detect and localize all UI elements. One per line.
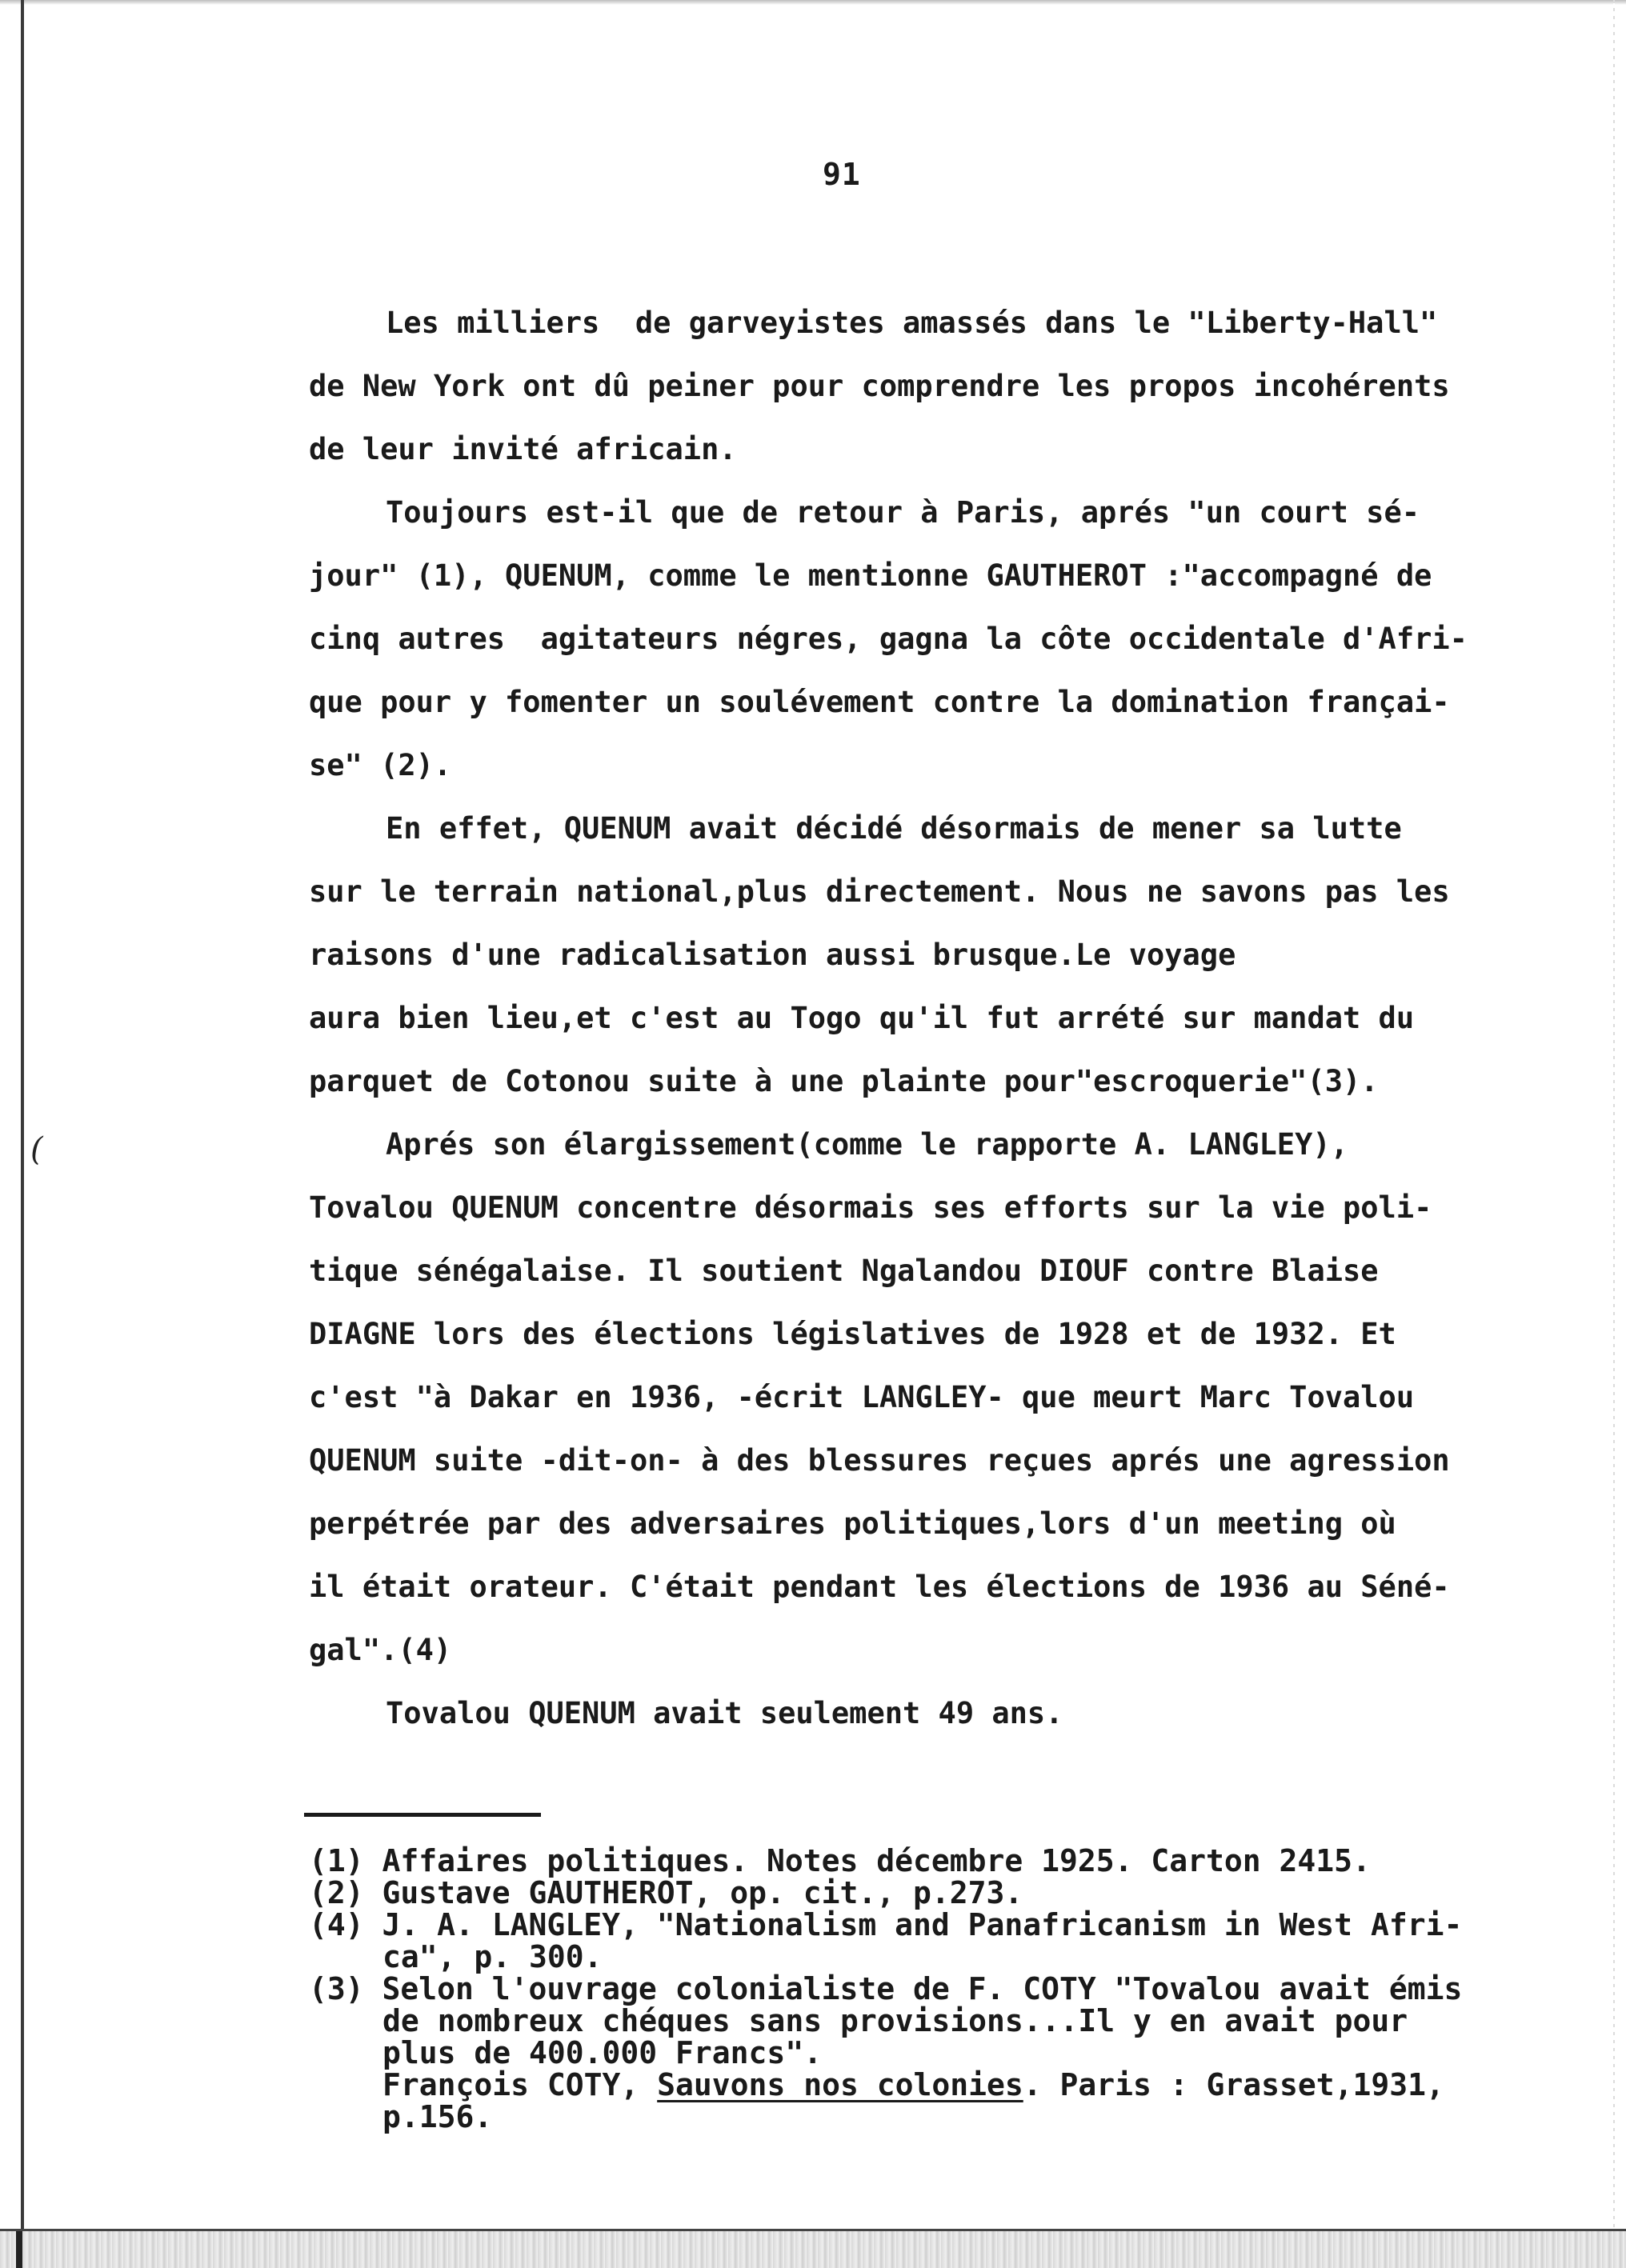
text-line: se" (2).	[309, 748, 452, 782]
footnote-4	[309, 1909, 1589, 1941]
text-line: que pour y fomenter un soulévement contre la domination françai-	[309, 685, 1450, 719]
footnote-3-continued: plus de 400.000 Francs".	[382, 2035, 823, 2070]
footnote-marker: (1)	[309, 1843, 364, 1878]
text-line: perpétrée par des adversaires politiques,lors d'un meeting où	[309, 1506, 1396, 1541]
text-line: il était orateur. C'était pendant les élections de 1936 au Séné-	[309, 1570, 1450, 1604]
footnote-text: J. A. LANGLEY, "Nationalism and Panafricanism in West Afri-	[382, 1907, 1463, 1942]
text-line: En effet, QUENUM avait décidé désormais de mener sa lutte	[386, 811, 1402, 846]
citation-title: Sauvons nos colonies	[657, 2067, 1023, 2102]
text-line: aura bien lieu,et c'est au Togo qu'il fut arrété sur mandat du	[309, 1001, 1415, 1035]
footnote-text: Affaires politiques. Notes décembre 1925. Carton 2415.	[382, 1843, 1371, 1878]
footnote-text: Gustave GAUTHEROT, op. cit., p.273.	[382, 1875, 1023, 1910]
text-line: tique sénégalaise. Il soutient Ngalandou DIOUF contre Blaise	[309, 1254, 1379, 1288]
footnotes	[309, 1845, 1589, 2133]
footnote-4-continued: ca", p. 300.	[382, 1939, 603, 1974]
footnote-rule	[304, 1813, 541, 1817]
text-line: sur le terrain national,plus directement. Nous ne savons pas les	[309, 874, 1450, 909]
text-line: Tovalou QUENUM avait seulement 49 ans.	[386, 1696, 1063, 1730]
citation-author: François COTY,	[382, 2067, 658, 2102]
stray-margin-mark: (	[30, 1131, 43, 1168]
text-line: QUENUM suite -dit-on- à des blessures reçues aprés une agression	[309, 1443, 1450, 1478]
footnote-3-continued: de nombreux chéques sans provisions...Il y en avait pour	[382, 2003, 1408, 2038]
text-line: Toujours est-il que de retour à Paris, aprés "un court sé-	[386, 495, 1420, 530]
scan-right-edge	[1613, 0, 1615, 2266]
footnote-3	[309, 1973, 1589, 2005]
scan-top-edge	[0, 0, 1626, 5]
citation-rest: . Paris : Grasset,1931,	[1023, 2067, 1444, 2102]
text-line: Aprés son élargissement(comme le rapporte A. LANGLEY),	[386, 1127, 1348, 1162]
page-number: 91	[823, 157, 861, 192]
text-line: parquet de Cotonou suite à une plainte pour"escroquerie"(3).	[309, 1064, 1379, 1098]
body-text	[309, 291, 1573, 1745]
footnote-3-page: p.156.	[382, 2099, 493, 2134]
text-line: cinq autres agitateurs négres, gagna la côte occidentale d'Afri-	[309, 622, 1468, 656]
scan-bottom-edge	[0, 2229, 1626, 2268]
footnote-marker: (2)	[309, 1875, 364, 1910]
text-line: DIAGNE lors des élections législatives de 1928 et de 1932. Et	[309, 1317, 1396, 1351]
footnote-2	[309, 1877, 1589, 1909]
footnote-3-citation	[309, 2069, 1589, 2101]
text-line: c'est "à Dakar en 1936, -écrit LANGLEY- que meurt Marc Tovalou	[309, 1380, 1415, 1414]
footnote-text: Selon l'ouvrage colonialiste de F. COTY "Tovalou avait émis	[382, 1971, 1463, 2006]
footnote-marker: (4)	[309, 1907, 364, 1942]
footnote-1	[309, 1845, 1589, 1877]
text-line: de New York ont dû peiner pour comprendre les propos incohérents	[309, 369, 1450, 403]
text-line: raisons d'une radicalisation aussi brusque.Le voyage	[309, 938, 1236, 972]
text-line: gal".(4)	[309, 1633, 452, 1667]
text-line: Les milliers de garveyistes amassés dans le "Liberty-Hall"	[386, 306, 1438, 340]
scan-left-edge	[21, 0, 24, 2266]
text-line: Tovalou QUENUM concentre désormais ses efforts sur la vie poli-	[309, 1190, 1432, 1225]
footnote-marker: (3)	[309, 1971, 364, 2006]
text-line: de leur invité africain.	[309, 432, 737, 466]
text-line: jour" (1), QUENUM, comme le mentionne GAUTHEROT :"accompagné de	[309, 558, 1432, 593]
